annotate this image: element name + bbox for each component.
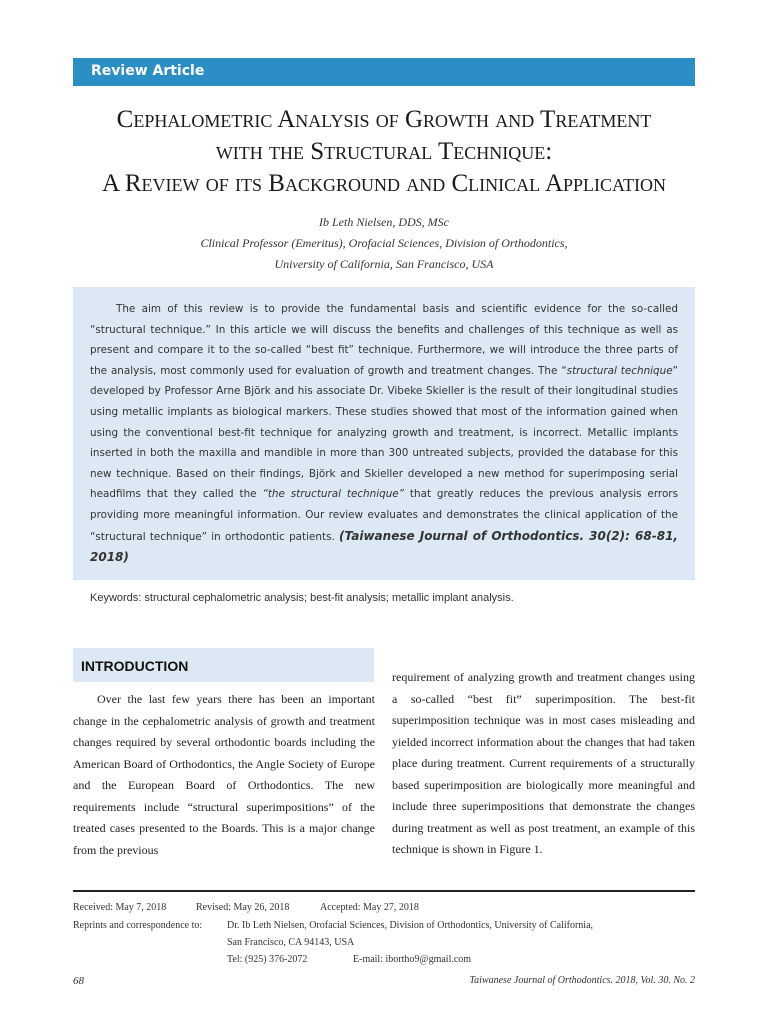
abstract-box	[73, 287, 695, 580]
title-line-1: Cephalometric Analysis of Growth and Treatment	[116, 106, 652, 133]
abstract-part-2: ” developed by Professor Arne Björk and his associate Dr. Vibeke Skieller is the result of their longitudinal studies using metallic implants as biological markers. These studies showed that most of the information gained when using the conventional best-fit technique for analyzing growth and treatment, is incorrect. Metallic implants inserted in both the maxilla and mandible in more than 300 untreated subjects, provided the database for this new technique. Based on their findings, Björk and Skieller developed a new method for superimposing serial headfilms that they called the	[90, 364, 679, 501]
correspondence-address-2: San Francisco, CA 94143, USA	[227, 937, 355, 948]
page-number: 68	[73, 975, 84, 987]
reprints-label: Reprints and correspondence to:	[73, 920, 203, 931]
abstract-part-3: that greatly reduces the previous analysis errors providing more meaningful information. Our review evaluates and demonstrates the clinical application of the “structural technique” in orthodontic patients.	[90, 488, 678, 543]
author-block	[60, 212, 708, 275]
footer-divider	[73, 890, 695, 892]
journal-citation: Taiwanese Journal of Orthodontics. 2018, Vol. 30. No. 2	[469, 975, 695, 986]
section-banner	[73, 58, 695, 86]
abstract-text	[90, 299, 678, 569]
author-name: Ib Leth Nielsen, DDS, MSc	[319, 215, 449, 229]
received-date: Received: May 7, 2018	[73, 902, 167, 913]
section-label: Review Article	[91, 63, 205, 79]
article-title	[60, 104, 708, 200]
keywords: Keywords: structural cephalometric analysis; best-fit analysis; metallic implant analysis.	[90, 592, 514, 604]
intro-heading: INTRODUCTION	[81, 658, 189, 674]
title-line-3: A Review of its Background and Clinical Application	[101, 170, 667, 197]
intro-column-1: Over the last few years there has been an important change in the cephalometric analysis of growth and treatment changes required by several orthodontic boards including the American Board of Orthodontics, the Angle Society of Europe and the European Board of Orthodontics. The new requirements include “structural superimpositions” of the treated cases presented to the Boards. This is a major change from the previous	[73, 692, 375, 857]
intro-heading-box	[73, 648, 374, 682]
title-line-2: with the Structural Technique:	[215, 138, 553, 165]
author-affiliation-2: University of California, San Francisco, USA	[274, 257, 494, 271]
abstract-citation: (Taiwanese Journal of Orthodontics. 30(2): 68-81, 2018)	[90, 528, 678, 565]
revised-date: Revised: May 26, 2018	[196, 902, 290, 913]
correspondence-tel: Tel: (925) 376-2072	[227, 954, 308, 965]
correspondence-email: E-mail: ibortho9@gmail.com	[353, 954, 472, 965]
abstract-italic-2: “the structural technique”	[262, 488, 405, 501]
correspondence-address-1: Dr. Ib Leth Nielsen, Orofacial Sciences, Division of Orthodontics, University of California,	[227, 920, 594, 931]
abstract-part-1: The aim of this review is to provide the fundamental basis and scientific evidence for the so-called “structural technique.” In this article we will discuss the benefits and challenges of this technique as well as present and compare it to the so-called “best fit” technique. Furthermore, we will introduce the three parts of the analysis, most commonly used for evaluation of growth and treatment changes. The “	[90, 303, 678, 377]
author-affiliation-1: Clinical Professor (Emeritus), Orofacial Sciences, Division of Orthodontics,	[200, 236, 568, 250]
intro-column-2: requirement of analyzing growth and treatment changes using a so-called “best fit” superimposition. The best-fit superimposition technique was in most cases misleading and yielded incorrect information about the changes that had taken place during treatment. Current requirements of a structurally based superimposition are biologically more meaningful and include three superimpositions that demonstrate the changes during treatment as well as post treatment, an example of this technique is shown in Figure 1.	[392, 670, 695, 856]
abstract-italic-1: structural technique	[566, 364, 673, 377]
accepted-date: Accepted: May 27, 2018	[320, 902, 419, 913]
